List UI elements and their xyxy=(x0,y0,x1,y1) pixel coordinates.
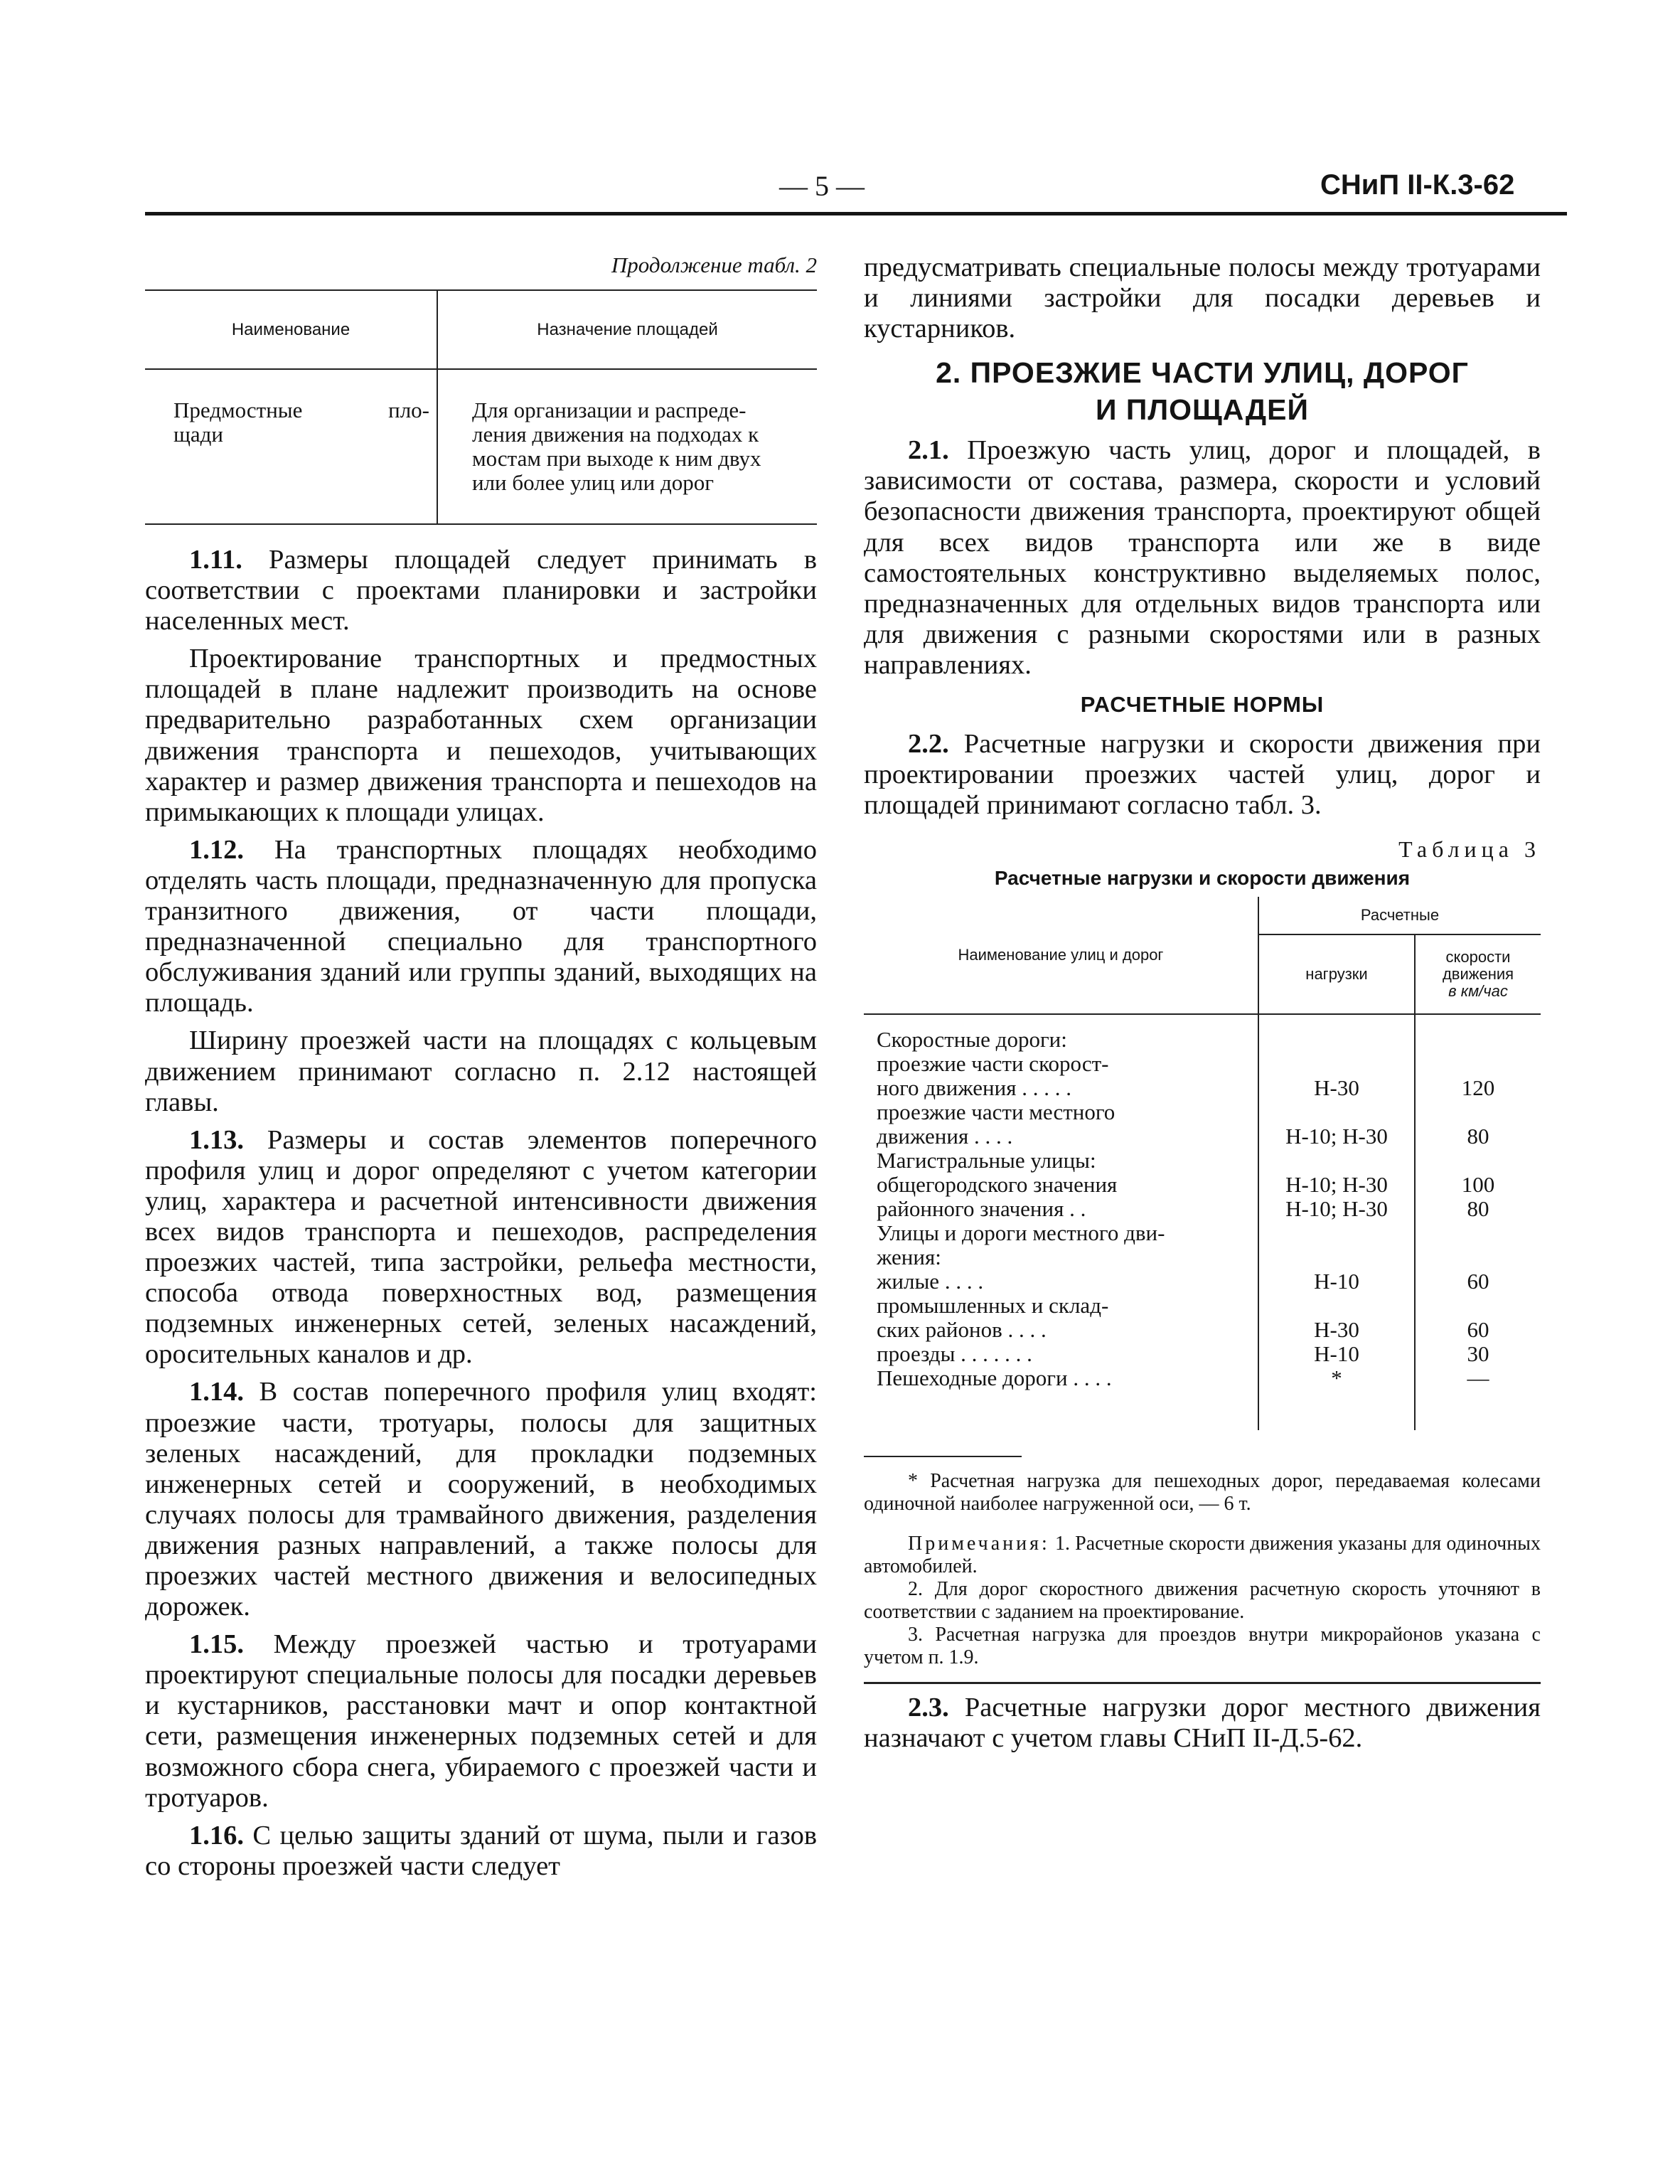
table-3-cell-name: районного значения . . xyxy=(877,1196,1086,1222)
table-3-cell-load xyxy=(1258,1028,1415,1052)
paragraph-continuation: предусматривать специальные полосы между тротуарами и линиями застройки для посадки деревьев и кустарников. xyxy=(864,252,1541,344)
paragraph-2-1 xyxy=(864,435,1541,681)
table-3-cell-name: ских районов . . . . xyxy=(877,1317,1047,1343)
table-2-purpose-line: мостам при выходе к ним двух xyxy=(472,446,761,471)
table-3-cell-load: Н-30 xyxy=(1258,1318,1415,1342)
clause-number: 1.16. xyxy=(189,1820,244,1850)
table-2-header-purpose: Назначение площадей xyxy=(437,290,817,369)
clause-number: 1.14. xyxy=(189,1377,244,1407)
paragraph-text: Между проезжей частью и тротуарами проектируют специальные полосы для посадки деревьев и кустарников, расстановки мачт и опор контактной сети, размещения инженерных подземных сетей и для возможного сбора снега, убираемого с проезжей части и тротуаров. xyxy=(145,1629,817,1813)
table-continuation-caption: Продолжение табл. 2 xyxy=(611,252,817,277)
table-3-cell-load xyxy=(1258,1221,1415,1245)
table-3-cell-load xyxy=(1258,1052,1415,1076)
table-2-cell-name xyxy=(145,369,437,524)
clause-number: 1.15. xyxy=(189,1629,244,1660)
table-3-header-speed-line: в км/час xyxy=(1448,982,1508,1001)
section-2-title xyxy=(864,354,1541,428)
table-3-cell-name: Скоростные дороги: xyxy=(877,1027,1067,1053)
page-number: — 5 — xyxy=(779,170,865,202)
footnote-rule xyxy=(864,1456,1022,1457)
table-3-body xyxy=(864,1014,1541,1430)
table-3-note-1 xyxy=(864,1533,1541,1578)
table-2-name-line: Предмостные пло- xyxy=(173,398,429,422)
table-row xyxy=(864,1294,1541,1318)
table-row xyxy=(864,1366,1541,1390)
paragraph-1-14 xyxy=(145,1377,817,1622)
table-3-cell-speed xyxy=(1415,1100,1541,1124)
table-3-cell-load xyxy=(1258,1100,1415,1124)
table-3-cell-speed xyxy=(1415,1149,1541,1173)
table-3-cell-speed: 60 xyxy=(1415,1269,1541,1294)
clause-number: 2.2. xyxy=(908,729,949,760)
table-3-cell-speed xyxy=(1415,1245,1541,1269)
table-row xyxy=(864,1149,1541,1173)
clause-number: 1.11. xyxy=(189,545,242,575)
subsection-title: РАСЧЕТНЫЕ НОРМЫ xyxy=(1080,692,1325,718)
table-row xyxy=(864,1052,1541,1076)
clause-number: 1.13. xyxy=(189,1124,244,1155)
table-3-cell-name: жилые . . . . xyxy=(877,1269,984,1294)
table-3-cell-load xyxy=(1258,1149,1415,1173)
table-2-header-name: Наименование xyxy=(145,290,437,369)
table-3-cell-name: проезжие части местного xyxy=(877,1099,1115,1125)
table-row xyxy=(864,1076,1541,1100)
left-column xyxy=(145,252,817,1882)
table-3-header-group: Расчетные xyxy=(1258,897,1541,934)
paragraph-1-11b: Проектирование транспортных и предмостных площадей в плане надлежит производить на основе предварительно разработанных схем организации движения транспорта и пешеходов, учитывающих характер и размер движения транспорта и пешеходов на примыкающих к площади улицах. xyxy=(145,644,817,827)
paragraph-text: В состав поперечного профиля улиц входят: проезжие части, тротуары, полосы для защитных зеленых насаждений, для прокладки подземных инженерных сетей и сооружений, в необходимых случаях полосы для трамвайного движения, разделения движения разных направлений, а также полосы для проезжих частей местного движения и велосипедных дорожек. xyxy=(145,1377,817,1622)
table-3-header-load: нагрузки xyxy=(1258,934,1415,1014)
table-3-cell-speed: — xyxy=(1415,1366,1541,1390)
table-3-header-speed xyxy=(1415,934,1541,1014)
header-rule xyxy=(145,212,1567,215)
paragraph-text: Размеры и состав элементов поперечного профиля улиц и дорог определяют с учетом категории улиц, характера и расчетной интенсивности движения всех видов транспорта и пешеходов, распределения проезжих частей, типа застройки, рельефа местности, способа отвода поверхностных вод, размещения подземных инженерных сетей, зеленых насаждений, оросительных каналов и др. xyxy=(145,1124,817,1370)
table-3-cell-load: Н-10; Н-30 xyxy=(1258,1124,1415,1149)
table-row xyxy=(864,1197,1541,1221)
table-row xyxy=(864,1245,1541,1269)
table-3-cell-speed: 100 xyxy=(1415,1173,1541,1197)
table-3-cell-load: Н-30 xyxy=(1258,1076,1415,1100)
table-3-cell-load: * xyxy=(1258,1366,1415,1390)
table-3-cell-speed xyxy=(1415,1028,1541,1052)
table-3-cell-load xyxy=(1258,1245,1415,1269)
table-row xyxy=(864,1221,1541,1245)
paragraph-text: Расчетные нагрузки и скорости движения при проектировании проезжих частей улиц, дорог и площадей принимают согласно табл. 3. xyxy=(864,729,1541,821)
table-3-title: Расчетные нагрузки и скорости движения xyxy=(994,867,1411,890)
table-3-cell-load: Н-10; Н-30 xyxy=(1258,1197,1415,1221)
table-3-spacer-row xyxy=(864,1014,1541,1028)
paragraph-2-3 xyxy=(864,1693,1541,1754)
table-3-cell-name: общегородского значения xyxy=(877,1172,1118,1198)
paragraph-1-12b: Ширину проезжей части на площадях с кольцевым движением принимают согласно п. 2.12 настоящей главы. xyxy=(145,1026,817,1117)
paragraph-1-11 xyxy=(145,545,817,636)
table-3-header-speed-line: скорости xyxy=(1445,948,1511,966)
table-3-header-name: Наименование улиц и дорог xyxy=(864,897,1258,1014)
section-2-title-line: И ПЛОЩАДЕЙ xyxy=(1096,393,1309,427)
table-3-cell-speed xyxy=(1415,1052,1541,1076)
table-row xyxy=(864,1269,1541,1294)
table-3-cell-name: ного движения . . . . . xyxy=(877,1075,1071,1101)
table-3 xyxy=(864,897,1541,1430)
clause-number: 2.1. xyxy=(908,435,949,466)
table-3-footnote: * Расчетная нагрузка для пешеходных дорог, передаваемая колесами одиночной наиболее нагруженной оси, — 6 т. xyxy=(864,1470,1541,1516)
end-rule xyxy=(864,1682,1541,1684)
paragraph-2-2 xyxy=(864,729,1541,821)
note-text: 1. Расчетные скорости движения указаны для одиночных автомобилей. xyxy=(864,1533,1541,1578)
spacer-cell xyxy=(1258,1390,1415,1430)
table-3-spacer-row xyxy=(864,1390,1541,1430)
table-2-continuation xyxy=(145,289,817,525)
paragraph-1-13 xyxy=(145,1125,817,1370)
table-row xyxy=(864,1124,1541,1149)
table-3-cell-name: Магистральные улицы: xyxy=(877,1148,1096,1173)
table-3-cell-speed: 80 xyxy=(1415,1124,1541,1149)
paragraph-1-16 xyxy=(145,1821,817,1882)
table-3-label: Таблица 3 xyxy=(1398,836,1541,863)
paragraph-text: Расчетные нагрузки дорог местного движения назначают с учетом главы СНиП II-Д.5-62. xyxy=(864,1693,1541,1754)
table-3-cell-load xyxy=(1258,1294,1415,1318)
table-3-cell-speed xyxy=(1415,1294,1541,1318)
notes-label: Примечания: xyxy=(908,1533,1050,1555)
table-row xyxy=(864,1100,1541,1124)
table-3-cell-speed: 80 xyxy=(1415,1197,1541,1221)
table-3-cell-name: движения . . . . xyxy=(877,1124,1013,1149)
table-3-cell-name: проезды . . . . . . . xyxy=(877,1341,1032,1367)
table-2-purpose-line: или более улиц или дорог xyxy=(472,470,714,495)
spacer-cell xyxy=(1258,1014,1415,1028)
table-3-cell-speed xyxy=(1415,1221,1541,1245)
table-3-cell-load: Н-10 xyxy=(1258,1342,1415,1366)
spacer-cell xyxy=(864,1014,1258,1028)
clause-number: 2.3. xyxy=(908,1693,949,1723)
paragraph-text: С целью защиты зданий от шума, пыли и газов со стороны проезжей части следует xyxy=(145,1820,817,1881)
spacer-cell xyxy=(1415,1390,1541,1430)
table-3-note-2: 2. Для дорог скоростного движения расчетную скорость уточняют в соответствии с заданием на проектирование. xyxy=(864,1578,1541,1624)
paragraph-1-15 xyxy=(145,1629,817,1813)
table-row xyxy=(864,1173,1541,1197)
table-3-cell-name: Улицы и дороги местного дви- xyxy=(877,1220,1165,1246)
table-3-cell-load: Н-10; Н-30 xyxy=(1258,1173,1415,1197)
table-row xyxy=(864,1342,1541,1366)
table-3-cell-name: проезжие части скорост- xyxy=(877,1051,1109,1077)
clause-number: 1.12. xyxy=(189,834,244,865)
spacer-cell xyxy=(864,1390,1258,1430)
table-row xyxy=(864,1028,1541,1052)
table-3-note-3: 3. Расчетная нагрузка для проездов внутри микрорайонов указана с учетом п. 1.9. xyxy=(864,1624,1541,1669)
table-3-cell-name: Пешеходные дороги . . . . xyxy=(877,1365,1112,1391)
table-3-header-speed-line: движения xyxy=(1442,965,1514,984)
spacer-cell xyxy=(1415,1014,1541,1028)
paragraph-text: На транспортных площадях необходимо отделять часть площади, предназначенную для пропуска транзитного движения, от части площади, предназначенной специально для транспортного обслуживания зданий или группы зданий, выходящих на площадь. xyxy=(145,834,817,1018)
table-3-cell-load: Н-10 xyxy=(1258,1269,1415,1294)
section-2-title-line: 2. ПРОЕЗЖИЕ ЧАСТИ УЛИЦ, ДОРОГ xyxy=(936,356,1469,390)
right-column xyxy=(864,252,1541,1754)
table-3-cell-speed: 120 xyxy=(1415,1076,1541,1100)
table-2-purpose-line: ления движения на подходах к xyxy=(472,422,759,447)
paragraph-text: Размеры площадей следует принимать в соответствии с проектами планировки и застройки населенных мест. xyxy=(145,545,817,636)
table-3-cell-name: промышленных и склад- xyxy=(877,1293,1109,1319)
paragraph-1-12 xyxy=(145,835,817,1019)
table-row xyxy=(864,1318,1541,1342)
table-2-cell-purpose xyxy=(437,369,817,524)
table-2-name-line: щади xyxy=(173,422,223,447)
table-3-cell-speed: 60 xyxy=(1415,1318,1541,1342)
table-2-purpose-line: Для организации и распреде- xyxy=(472,398,747,422)
paragraph-text: Проезжую часть улиц, дорог и площадей, в зависимости от состава, размера, скорости и условий безопасности движения транспорта, проектируют общей для всех видов транспорта или же в виде самостоятельных конструктивно выделяемых полос, предназначенных для отдельных видов транспорта или для движения с разными скоростями или в разных направлениях. xyxy=(864,435,1541,680)
table-3-cell-speed: 30 xyxy=(1415,1342,1541,1366)
document-code: СНиП II-К.3-62 xyxy=(1320,169,1515,201)
table-3-cell-name: жения: xyxy=(877,1245,941,1270)
